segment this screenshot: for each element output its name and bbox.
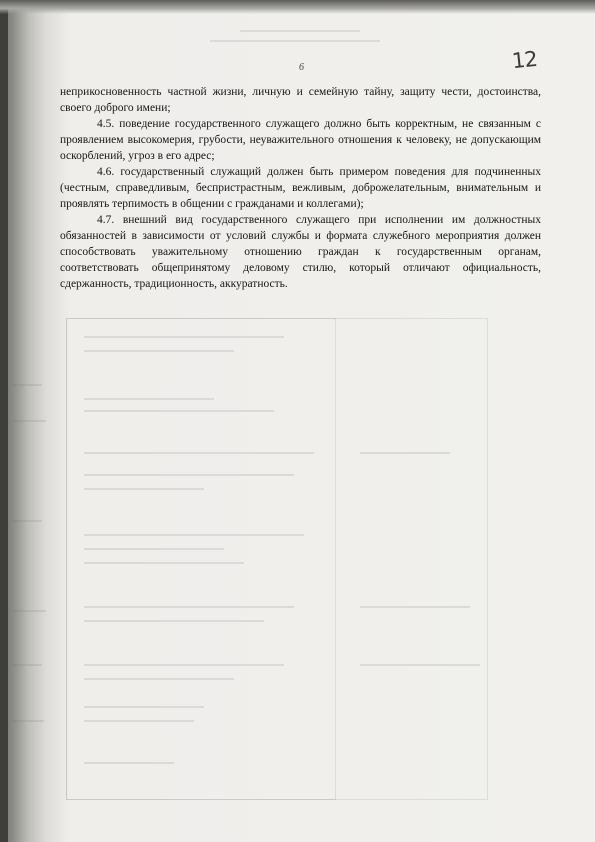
paragraph-4-6: 4.6. государственный служащий должен быть примером поведения для подчиненных (честным, справедливым, беспристрастным, вежливым, доброжелательным, внимательным и проявлять терпимость в общении с гражданами и коллегами); xyxy=(60,166,541,210)
handwritten-page-number: 12 xyxy=(510,46,538,74)
top-edge-shadow xyxy=(0,0,595,14)
paragraph-4-5: 4.5. поведение государственного служащего должно быть корректным, не связанным с проявлением высокомерия, грубости, неуважительного отношения к человеку, не допускающим оскорблений, угроз в его адрес; xyxy=(60,118,541,162)
page-number: 6 xyxy=(299,62,304,73)
paragraph-4-7: 4.7. внешний вид государственного служащего при исполнении им должностных обязанностей в зависимости от условий службы и формата служебного мероприятия должен способствовать уважительному отношению граждан к государственным органам, соответствовать общепринятому деловому стилю, который отличают официальность, сдержанность, традиционность, аккуратность. xyxy=(60,214,541,290)
binding-shadow xyxy=(0,0,8,842)
document-body xyxy=(60,84,541,292)
paragraph-continuation: неприкосновенность частной жизни, личную и семейную тайну, защиту чести, достоинства, своего доброго имени; xyxy=(60,86,541,114)
